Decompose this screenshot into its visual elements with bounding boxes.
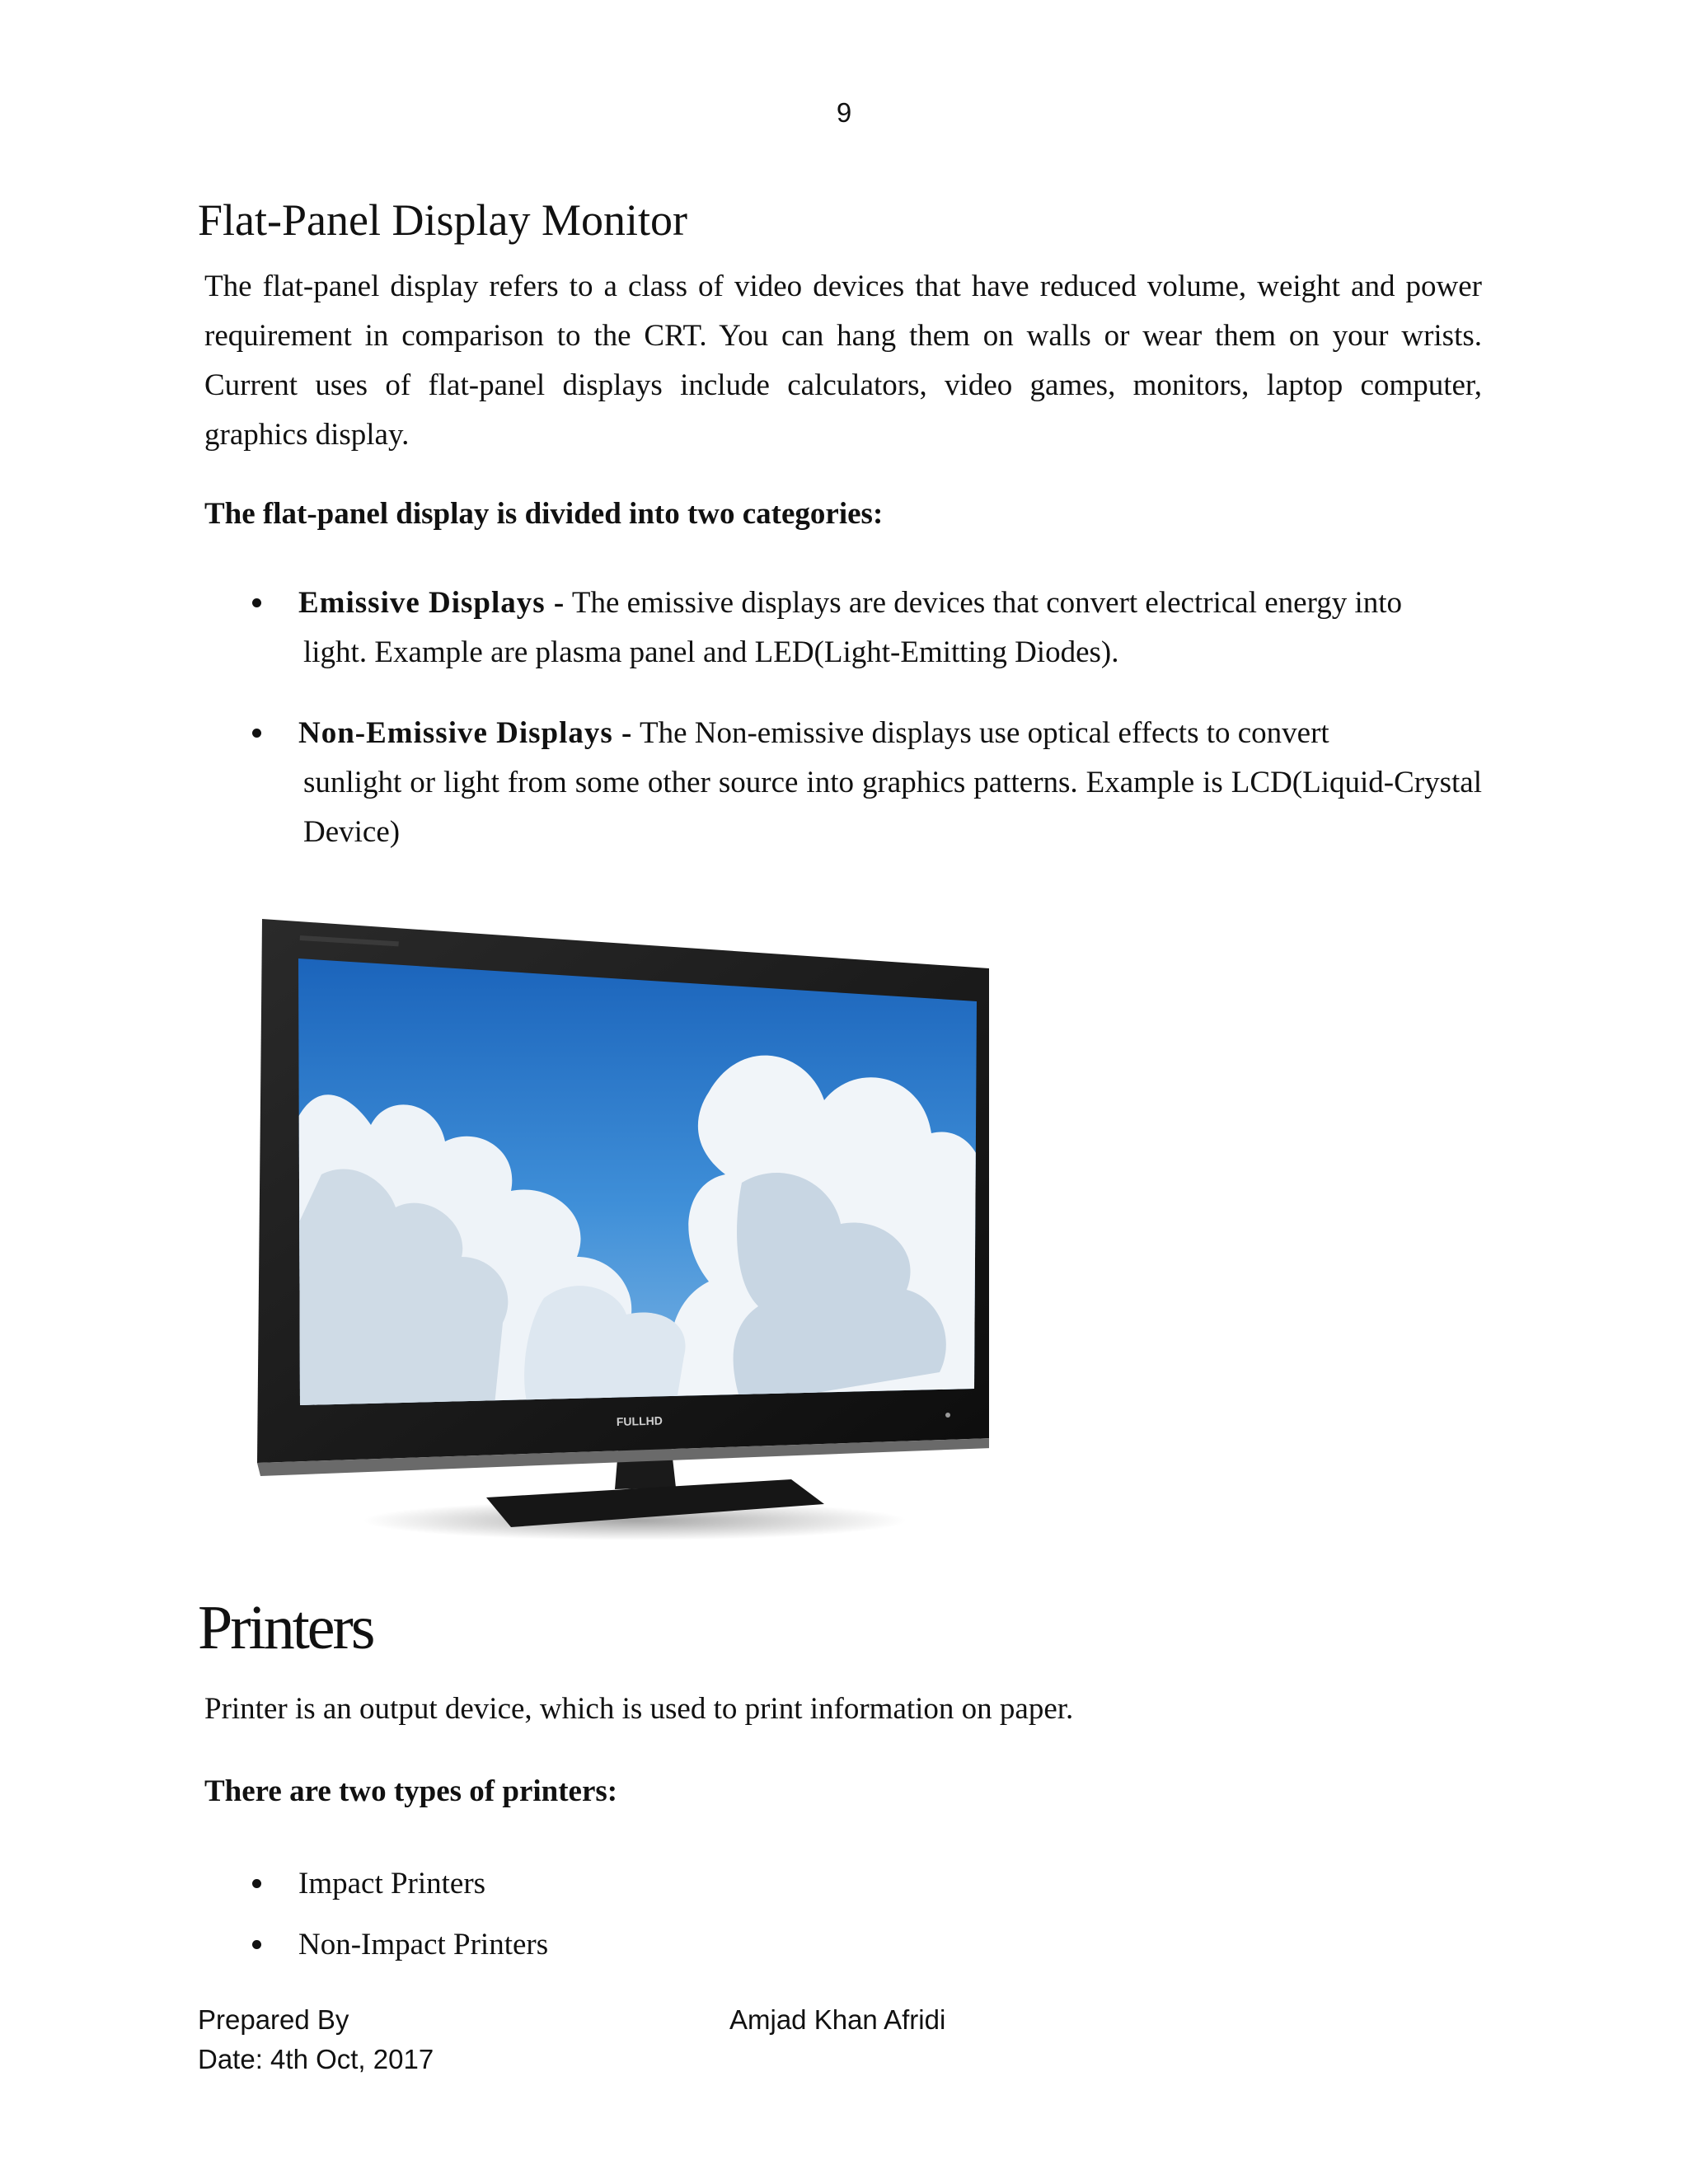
footer-author: Amjad Khan Afridi <box>729 2004 946 2035</box>
list-item-text <box>298 579 1482 677</box>
flat-panel-intro: The flat-panel display refers to a class of video devices that have reduced volume, weight and power requirement in comparison to the CRT. You can hang them on walls or wear them on your wrists. Current uses of flat-panel displays include calculators, video games, monitors, laptop computer, graphics display. <box>204 269 1482 452</box>
printers-intro: Printer is an output device, which is used to print information on paper. <box>204 1692 1074 1726</box>
bullet-icon <box>252 598 261 607</box>
categories-heading: The flat-panel display is divided into two categories: <box>204 497 884 531</box>
brand-label: FULLHD <box>616 1413 663 1428</box>
footer-date: Date: 4th Oct, 2017 <box>198 2044 434 2074</box>
flat-panel-title: Flat-Panel Display Monitor <box>198 195 687 245</box>
list-item-text: Impact Printers <box>298 1867 486 1900</box>
bullet-icon <box>252 1879 261 1888</box>
page-number: 9 <box>836 97 852 128</box>
list-item-text: Non-Impact Printers <box>298 1928 549 1961</box>
definition-continuation: sunlight or light from some other source into graphics patterns. Example is LCD(Liquid-Crystal Device) <box>303 766 1482 849</box>
list-item-text <box>298 709 1482 857</box>
printers-title: Printers <box>198 1593 373 1662</box>
flat-panel-monitor-image <box>247 911 989 1554</box>
bullet-icon <box>252 729 261 738</box>
definition-line: The Non-emissive displays use optical effects to convert <box>632 716 1329 750</box>
footer-prepared-by: Prepared By <box>198 2004 349 2035</box>
bullet-icon <box>252 1940 261 1949</box>
term-label: Emissive Displays - <box>298 586 565 620</box>
power-led <box>945 1413 950 1418</box>
printer-types-heading: There are two types of printers: <box>204 1774 618 1808</box>
definition-continuation: light. Example are plasma panel and LED(Light-Emitting Diodes). <box>303 635 1119 669</box>
definition-line: The emissive displays are devices that convert electrical energy into <box>565 586 1403 620</box>
term-label: Non-Emissive Displays - <box>298 716 633 750</box>
